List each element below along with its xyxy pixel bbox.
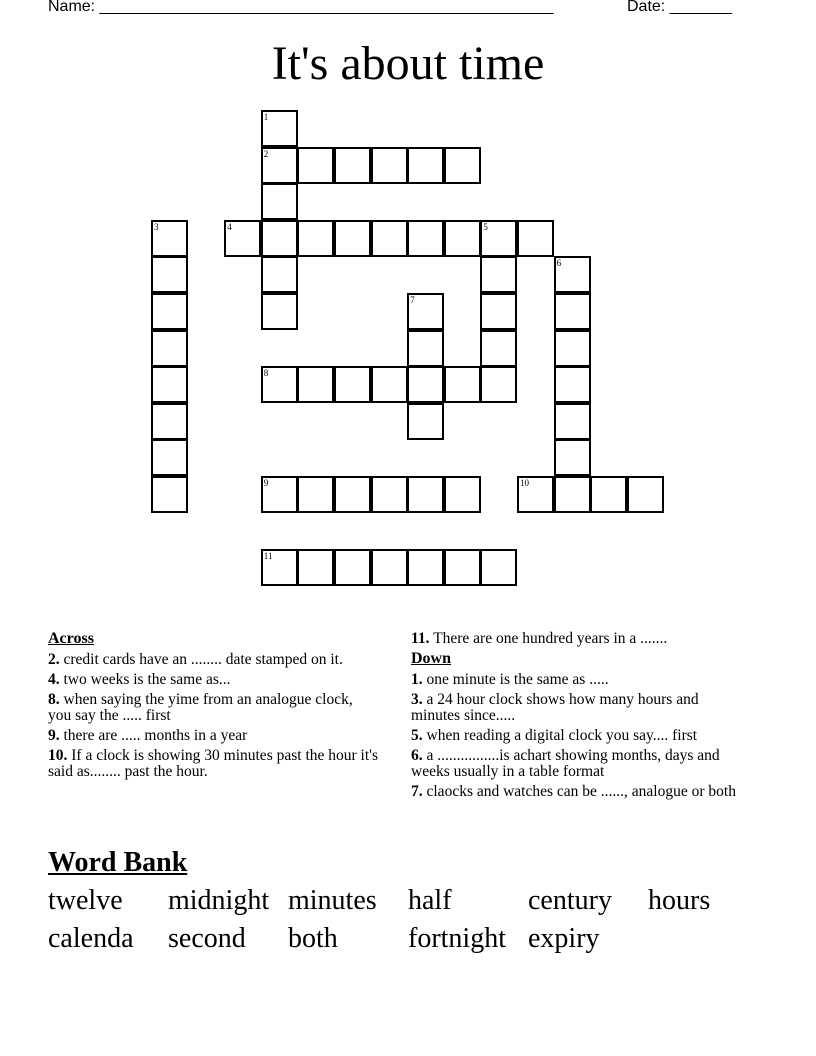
clue-number: 10. (48, 747, 68, 764)
clue-number-label: 3 (154, 221, 159, 232)
down-heading: Down (411, 650, 452, 667)
word-bank-word: calenda (48, 923, 134, 954)
clue-text: There are one hundred years in a ....... (433, 630, 668, 647)
grid-cell[interactable] (261, 220, 298, 257)
grid-cell[interactable] (554, 366, 591, 403)
clue-number-label: 10 (520, 478, 529, 488)
grid-cell[interactable] (407, 220, 444, 257)
grid-cell[interactable] (480, 366, 517, 403)
clue-text: claocks and watches can be ......, analogue or both (426, 783, 736, 800)
grid-cell[interactable] (151, 330, 188, 367)
grid-cell[interactable] (554, 330, 591, 367)
grid-cell[interactable] (261, 549, 298, 586)
grid-cell[interactable] (480, 220, 517, 257)
grid-cell[interactable] (627, 476, 664, 513)
grid-cell[interactable] (444, 220, 481, 257)
grid-cell[interactable] (407, 330, 444, 367)
clue-text: when saying the yime from an analogue clock, you say the ..... first (48, 691, 353, 724)
clue-number: 8. (48, 691, 60, 708)
clue-number-label: 6 (556, 258, 562, 269)
clue-number-label: 7 (410, 295, 415, 305)
grid-cell[interactable] (407, 476, 444, 513)
grid-cell[interactable] (151, 293, 188, 330)
grid-cell[interactable] (371, 549, 408, 586)
clue-text: credit cards have an ........ date stamped on it. (63, 651, 343, 668)
clue-down-5 (411, 728, 751, 744)
grid-cell[interactable] (444, 476, 481, 513)
grid-cell[interactable] (297, 147, 334, 184)
clues-right-column (411, 631, 751, 804)
grid-cell[interactable] (151, 403, 188, 440)
grid-cell[interactable] (151, 476, 188, 513)
clue-number-label: 5 (483, 221, 488, 232)
clue-text: a 24 hour clock shows how many hours and minutes since..... (411, 691, 699, 724)
grid-cell[interactable] (480, 549, 517, 586)
clue-number: 11. (411, 630, 430, 647)
clue-text: If a clock is showing 30 minutes past the hour it's said as........ past the hour. (48, 747, 378, 780)
grid-cell[interactable] (480, 330, 517, 367)
clue-text: one minute is the same as ..... (426, 671, 609, 688)
clue-down-1 (411, 672, 751, 688)
grid-cell[interactable] (261, 110, 298, 147)
word-bank-word: century (528, 885, 612, 916)
clue-text: there are ..... months in a year (63, 727, 248, 744)
clue-number: 7. (411, 783, 423, 800)
grid-cell[interactable] (261, 256, 298, 293)
clue-number: 4. (48, 671, 60, 688)
grid-cell[interactable] (261, 476, 298, 513)
clue-number-label: 9 (263, 478, 269, 488)
clue-across-9 (48, 728, 378, 744)
grid-cell[interactable] (371, 476, 408, 513)
clue-across-11 (411, 631, 751, 647)
grid-cell[interactable] (297, 366, 334, 403)
word-bank-word: twelve (48, 885, 123, 916)
word-bank-word: both (288, 923, 338, 954)
grid-cell[interactable] (444, 549, 481, 586)
grid-cell[interactable] (151, 256, 188, 293)
grid-cell[interactable] (407, 147, 444, 184)
word-bank-title: Word Bank (48, 847, 188, 878)
grid-cell[interactable] (554, 439, 591, 476)
grid-cell[interactable] (371, 147, 408, 184)
grid-cell[interactable] (261, 293, 298, 330)
grid-cell[interactable] (297, 476, 334, 513)
grid-cell[interactable] (334, 476, 371, 513)
grid-cell[interactable] (224, 220, 261, 257)
word-bank-word: midnight (168, 885, 270, 916)
word-bank-word: half (408, 885, 452, 916)
grid-cell[interactable] (261, 183, 298, 220)
clue-number: 6. (411, 747, 423, 764)
clue-text: two weeks is the same as... (63, 671, 231, 688)
grid-cell[interactable] (334, 220, 371, 257)
word-bank-word: hours (648, 885, 711, 916)
grid-cell[interactable] (151, 220, 188, 257)
grid-cell[interactable] (554, 403, 591, 440)
clue-text: when reading a digital clock you say.... first (426, 727, 698, 744)
clue-text: a ................is achart showing months, days and weeks usually in a table format (411, 747, 720, 780)
grid-cell[interactable] (554, 293, 591, 330)
grid-cell[interactable] (480, 256, 517, 293)
grid-cell[interactable] (151, 366, 188, 403)
grid-cell[interactable] (480, 293, 517, 330)
grid-cell[interactable] (554, 476, 591, 513)
grid-cell[interactable] (517, 476, 554, 513)
clue-down-3 (411, 692, 751, 724)
clue-number: 3. (411, 691, 423, 708)
name-field-label: Name: ___________________________________________________ (48, 0, 554, 15)
across-heading: Across (48, 630, 94, 647)
clue-number-label: 4 (227, 221, 232, 232)
clue-number-label: 2 (263, 148, 269, 159)
word-bank-word: fortnight (408, 923, 506, 954)
clue-number-label: 8 (263, 368, 269, 379)
grid-cell[interactable] (407, 293, 444, 330)
clue-down-6 (411, 748, 751, 780)
grid-cell[interactable] (334, 366, 371, 403)
clue-across-2 (48, 652, 378, 668)
clue-number-label: 11 (263, 551, 273, 562)
grid-cell[interactable] (371, 220, 408, 257)
grid-cell[interactable] (334, 549, 371, 586)
clues-left-column (48, 631, 378, 784)
clue-across-4 (48, 672, 378, 688)
grid-cell[interactable] (444, 147, 481, 184)
clue-number: 9. (48, 727, 60, 744)
word-bank-word: second (168, 923, 246, 954)
grid-cell[interactable] (261, 147, 298, 184)
grid-cell[interactable] (261, 366, 298, 403)
grid-cell[interactable] (407, 549, 444, 586)
grid-cell[interactable] (297, 549, 334, 586)
clue-number: 1. (411, 671, 423, 688)
grid-cell[interactable] (371, 366, 408, 403)
grid-cell[interactable] (554, 256, 591, 293)
grid-cell[interactable] (151, 439, 188, 476)
grid-cell[interactable] (407, 403, 444, 440)
grid-cell[interactable] (297, 220, 334, 257)
page-title: It's about time (271, 37, 545, 90)
grid-cell[interactable] (334, 147, 371, 184)
clue-across-8 (48, 692, 378, 724)
date-field-label: Date: _______ (627, 0, 732, 15)
clue-number: 2. (48, 651, 60, 668)
grid-cell[interactable] (444, 366, 481, 403)
word-bank-word: minutes (288, 885, 377, 916)
grid-cell[interactable] (517, 220, 554, 257)
grid-cell[interactable] (590, 476, 627, 513)
grid-cell[interactable] (407, 366, 444, 403)
clue-across-10 (48, 748, 378, 780)
clue-number-label: 1 (263, 112, 269, 122)
clue-down-7 (411, 784, 751, 800)
word-bank-word: expiry (528, 923, 600, 954)
clue-number: 5. (411, 727, 423, 744)
